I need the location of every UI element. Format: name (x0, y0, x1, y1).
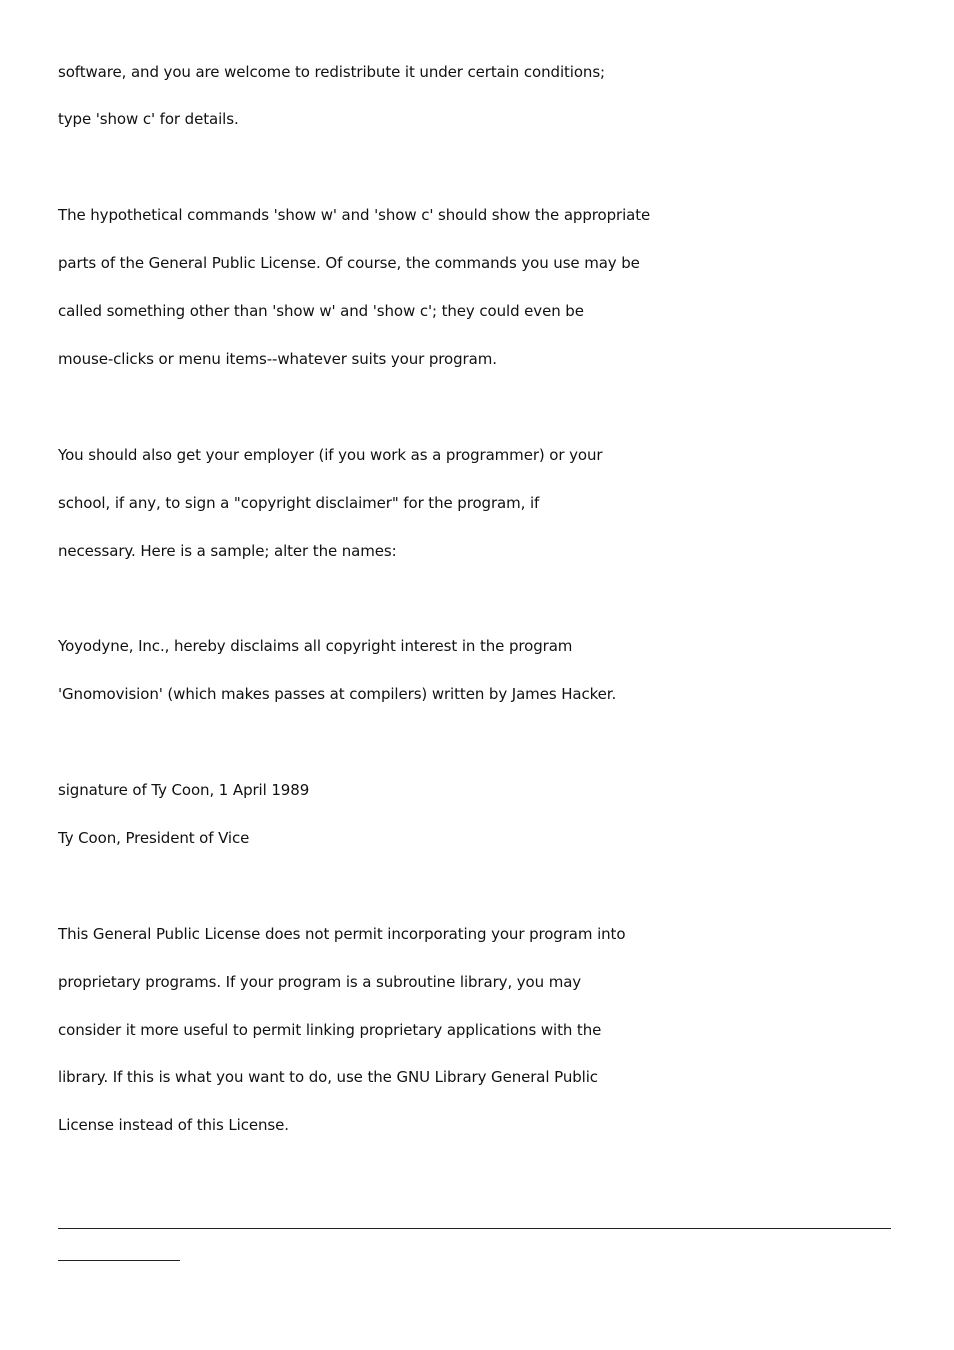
text-line: This General Public License does not permit incorporating your program into (58, 925, 626, 943)
text-line: License instead of this License. (58, 1116, 289, 1134)
text-line: signature of Ty Coon, 1 April 1989 (58, 781, 310, 799)
horizontal-rule (58, 1228, 891, 1229)
text-line: proprietary programs. If your program is a subroutine library, you may (58, 973, 582, 991)
text-line: school, if any, to sign a "copyright disclaimer" for the program, if (58, 494, 540, 512)
text-line: consider it more useful to permit linking proprietary applications with the (58, 1021, 602, 1039)
text-line: 'Gnomovision' (which makes passes at compilers) written by James Hacker. (58, 685, 617, 703)
text-line: Yoyodyne, Inc., hereby disclaims all copyright interest in the program (58, 637, 573, 655)
text-line: Ty Coon, President of Vice (58, 829, 250, 847)
horizontal-rule-short (58, 1260, 180, 1261)
text-line: mouse-clicks or menu items--whatever suits your program. (58, 350, 497, 368)
text-line: called something other than 'show w' and 'show c'; they could even be (58, 302, 584, 320)
text-line: You should also get your employer (if you work as a programmer) or your (58, 446, 603, 464)
text-line: software, and you are welcome to redistribute it under certain conditions; (58, 63, 606, 81)
text-line: type 'show c' for details. (58, 110, 239, 128)
text-line: library. If this is what you want to do, use the GNU Library General Public (58, 1068, 598, 1086)
text-line: The hypothetical commands 'show w' and 'show c' should show the appropriate (58, 206, 651, 224)
text-line: parts of the General Public License. Of course, the commands you use may be (58, 254, 640, 272)
text-line: necessary. Here is a sample; alter the names: (58, 542, 397, 560)
